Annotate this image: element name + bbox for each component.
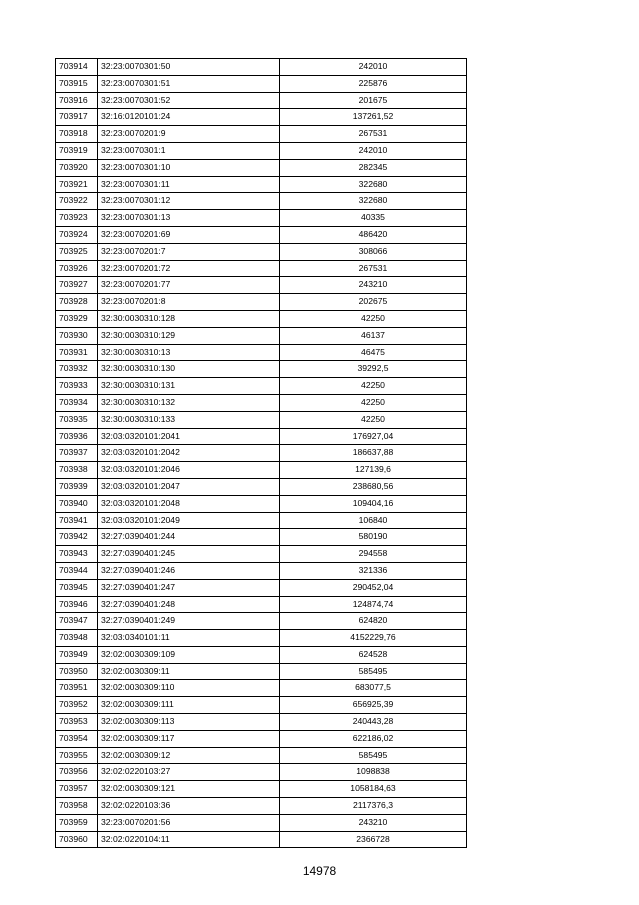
cadastral-number-cell: 32:30:0030310:132 (98, 394, 280, 411)
row-number-cell: 703953 (56, 714, 98, 731)
table-row (56, 529, 467, 546)
table-row (56, 428, 467, 445)
cadastral-number-cell: 32:02:0030309:117 (98, 730, 280, 747)
table-row (56, 361, 467, 378)
cadastral-number-cell: 32:03:0320101:2047 (98, 478, 280, 495)
cadastral-value-cell: 486420 (280, 226, 467, 243)
table-row (56, 75, 467, 92)
table-body (56, 59, 467, 848)
cadastral-value-cell: 202675 (280, 294, 467, 311)
row-number-cell: 703955 (56, 747, 98, 764)
cadastral-number-cell: 32:23:0070301:13 (98, 210, 280, 227)
cadastral-number-cell: 32:02:0220103:27 (98, 764, 280, 781)
row-number-cell: 703918 (56, 126, 98, 143)
table-row (56, 831, 467, 848)
row-number-cell: 703920 (56, 159, 98, 176)
table-row (56, 462, 467, 479)
cadastral-number-cell: 32:30:0030310:13 (98, 344, 280, 361)
table-row (56, 697, 467, 714)
page-number: 14978 (302, 864, 337, 878)
cadastral-number-cell: 32:23:0070201:69 (98, 226, 280, 243)
cadastral-number-cell: 32:30:0030310:130 (98, 361, 280, 378)
cadastral-value-cell: 4152229,76 (280, 630, 467, 647)
table-row (56, 579, 467, 596)
row-number-cell: 703948 (56, 630, 98, 647)
table-row (56, 411, 467, 428)
row-number-cell: 703942 (56, 529, 98, 546)
table-row (56, 109, 467, 126)
table-row (56, 596, 467, 613)
table-row (56, 646, 467, 663)
cadastral-value-cell: 322680 (280, 193, 467, 210)
cadastral-value-cell: 294558 (280, 546, 467, 563)
table-row (56, 680, 467, 697)
table-row (56, 92, 467, 109)
cadastral-value-cell: 225876 (280, 75, 467, 92)
table-row (56, 159, 467, 176)
cadastral-value-cell: 267531 (280, 126, 467, 143)
cadastral-value-cell: 622186,02 (280, 730, 467, 747)
cadastral-number-cell: 32:23:0070301:51 (98, 75, 280, 92)
cadastral-number-cell: 32:23:0070201:9 (98, 126, 280, 143)
table-row (56, 798, 467, 815)
cadastral-value-cell: 42250 (280, 411, 467, 428)
row-number-cell: 703940 (56, 495, 98, 512)
cadastral-number-cell: 32:30:0030310:131 (98, 378, 280, 395)
table-row (56, 764, 467, 781)
cadastral-value-cell: 201675 (280, 92, 467, 109)
cadastral-value-cell: 42250 (280, 310, 467, 327)
row-number-cell: 703956 (56, 764, 98, 781)
table-row (56, 344, 467, 361)
cadastral-value-cell: 308066 (280, 243, 467, 260)
cadastral-number-cell: 32:23:0070301:11 (98, 176, 280, 193)
cadastral-value-cell: 624528 (280, 646, 467, 663)
cadastral-value-cell: 243210 (280, 277, 467, 294)
cadastral-value-cell: 624820 (280, 613, 467, 630)
cadastral-number-cell: 32:30:0030310:129 (98, 327, 280, 344)
cadastral-number-cell: 32:23:0070201:72 (98, 260, 280, 277)
cadastral-value-table (55, 58, 467, 848)
cadastral-value-cell: 321336 (280, 562, 467, 579)
cadastral-number-cell: 32:27:0390401:248 (98, 596, 280, 613)
cadastral-value-cell: 580190 (280, 529, 467, 546)
cadastral-value-cell: 683077,5 (280, 680, 467, 697)
cadastral-value-cell: 46137 (280, 327, 467, 344)
cadastral-value-cell: 585495 (280, 747, 467, 764)
cadastral-value-cell: 243210 (280, 814, 467, 831)
cadastral-value-cell: 267531 (280, 260, 467, 277)
row-number-cell: 703921 (56, 176, 98, 193)
cadastral-value-cell: 46475 (280, 344, 467, 361)
cadastral-number-cell: 32:23:0070201:7 (98, 243, 280, 260)
cadastral-value-cell: 242010 (280, 59, 467, 76)
table-row (56, 260, 467, 277)
table-row (56, 478, 467, 495)
row-number-cell: 703958 (56, 798, 98, 815)
cadastral-number-cell: 32:27:0390401:249 (98, 613, 280, 630)
cadastral-value-cell: 2366728 (280, 831, 467, 848)
row-number-cell: 703914 (56, 59, 98, 76)
cadastral-number-cell: 32:27:0390401:245 (98, 546, 280, 563)
table-row (56, 126, 467, 143)
cadastral-value-cell: 176927,04 (280, 428, 467, 445)
cadastral-number-cell: 32:02:0030309:11 (98, 663, 280, 680)
row-number-cell: 703931 (56, 344, 98, 361)
row-number-cell: 703915 (56, 75, 98, 92)
table-row (56, 394, 467, 411)
row-number-cell: 703937 (56, 445, 98, 462)
cadastral-number-cell: 32:02:0030309:113 (98, 714, 280, 731)
cadastral-value-cell: 40335 (280, 210, 467, 227)
cadastral-number-cell: 32:27:0390401:244 (98, 529, 280, 546)
table-row (56, 562, 467, 579)
row-number-cell: 703946 (56, 596, 98, 613)
table-row (56, 714, 467, 731)
table-row (56, 814, 467, 831)
cadastral-value-cell: 42250 (280, 394, 467, 411)
table-row (56, 294, 467, 311)
row-number-cell: 703960 (56, 831, 98, 848)
table-row (56, 210, 467, 227)
table-row (56, 193, 467, 210)
cadastral-number-cell: 32:23:0070301:12 (98, 193, 280, 210)
cadastral-value-cell: 290452,04 (280, 579, 467, 596)
cadastral-value-cell: 106840 (280, 512, 467, 529)
cadastral-number-cell: 32:02:0220104:11 (98, 831, 280, 848)
table-row (56, 495, 467, 512)
row-number-cell: 703926 (56, 260, 98, 277)
row-number-cell: 703936 (56, 428, 98, 445)
table-row (56, 327, 467, 344)
cadastral-number-cell: 32:03:0320101:2041 (98, 428, 280, 445)
row-number-cell: 703932 (56, 361, 98, 378)
cadastral-value-cell: 2117376,3 (280, 798, 467, 815)
cadastral-number-cell: 32:23:0070301:50 (98, 59, 280, 76)
row-number-cell: 703924 (56, 226, 98, 243)
cadastral-number-cell: 32:23:0070301:1 (98, 142, 280, 159)
row-number-cell: 703959 (56, 814, 98, 831)
row-number-cell: 703929 (56, 310, 98, 327)
table-row (56, 630, 467, 647)
cadastral-number-cell: 32:02:0030309:111 (98, 697, 280, 714)
cadastral-value-cell: 39292,5 (280, 361, 467, 378)
table-row (56, 730, 467, 747)
cadastral-value-cell: 282345 (280, 159, 467, 176)
cadastral-number-cell: 32:23:0070201:77 (98, 277, 280, 294)
table-row (56, 378, 467, 395)
cadastral-number-cell: 32:02:0030309:109 (98, 646, 280, 663)
cadastral-number-cell: 32:23:0070301:10 (98, 159, 280, 176)
cadastral-number-cell: 32:03:0320101:2046 (98, 462, 280, 479)
cadastral-value-cell: 238680,56 (280, 478, 467, 495)
row-number-cell: 703930 (56, 327, 98, 344)
row-number-cell: 703941 (56, 512, 98, 529)
row-number-cell: 703917 (56, 109, 98, 126)
row-number-cell: 703919 (56, 142, 98, 159)
row-number-cell: 703939 (56, 478, 98, 495)
cadastral-number-cell: 32:16:0120101:24 (98, 109, 280, 126)
cadastral-value-cell: 137261,52 (280, 109, 467, 126)
cadastral-value-cell: 1098838 (280, 764, 467, 781)
cadastral-value-cell: 240443,28 (280, 714, 467, 731)
cadastral-number-cell: 32:03:0320101:2049 (98, 512, 280, 529)
cadastral-value-cell: 242010 (280, 142, 467, 159)
cadastral-value-cell: 124874,74 (280, 596, 467, 613)
row-number-cell: 703925 (56, 243, 98, 260)
table-row (56, 277, 467, 294)
row-number-cell: 703950 (56, 663, 98, 680)
cadastral-number-cell: 32:02:0220103:36 (98, 798, 280, 815)
table-row (56, 59, 467, 76)
table-row (56, 445, 467, 462)
row-number-cell: 703949 (56, 646, 98, 663)
table-row (56, 176, 467, 193)
row-number-cell: 703943 (56, 546, 98, 563)
cadastral-number-cell: 32:02:0030309:121 (98, 781, 280, 798)
cadastral-number-cell: 32:27:0390401:247 (98, 579, 280, 596)
table-row (56, 781, 467, 798)
table-row (56, 512, 467, 529)
row-number-cell: 703944 (56, 562, 98, 579)
cadastral-number-cell: 32:30:0030310:128 (98, 310, 280, 327)
cadastral-value-cell: 42250 (280, 378, 467, 395)
table-row (56, 226, 467, 243)
cadastral-value-cell: 1058184,63 (280, 781, 467, 798)
cadastral-number-cell: 32:30:0030310:133 (98, 411, 280, 428)
row-number-cell: 703927 (56, 277, 98, 294)
cadastral-number-cell: 32:03:0340101:11 (98, 630, 280, 647)
row-number-cell: 703954 (56, 730, 98, 747)
row-number-cell: 703928 (56, 294, 98, 311)
cadastral-value-cell: 109404,16 (280, 495, 467, 512)
table-row (56, 310, 467, 327)
cadastral-number-cell: 32:02:0030309:110 (98, 680, 280, 697)
row-number-cell: 703916 (56, 92, 98, 109)
row-number-cell: 703934 (56, 394, 98, 411)
row-number-cell: 703938 (56, 462, 98, 479)
cadastral-value-cell: 656925,39 (280, 697, 467, 714)
row-number-cell: 703945 (56, 579, 98, 596)
row-number-cell: 703951 (56, 680, 98, 697)
cadastral-value-cell: 186637,88 (280, 445, 467, 462)
row-number-cell: 703933 (56, 378, 98, 395)
table-row (56, 613, 467, 630)
cadastral-number-cell: 32:27:0390401:246 (98, 562, 280, 579)
cadastral-number-cell: 32:02:0030309:12 (98, 747, 280, 764)
cadastral-value-cell: 127139,6 (280, 462, 467, 479)
row-number-cell: 703922 (56, 193, 98, 210)
table-row (56, 142, 467, 159)
table-row (56, 243, 467, 260)
row-number-cell: 703947 (56, 613, 98, 630)
cadastral-number-cell: 32:23:0070201:8 (98, 294, 280, 311)
row-number-cell: 703952 (56, 697, 98, 714)
table-row (56, 546, 467, 563)
cadastral-number-cell: 32:23:0070201:56 (98, 814, 280, 831)
cadastral-number-cell: 32:03:0320101:2048 (98, 495, 280, 512)
cadastral-value-cell: 585495 (280, 663, 467, 680)
row-number-cell: 703923 (56, 210, 98, 227)
row-number-cell: 703957 (56, 781, 98, 798)
cadastral-number-cell: 32:23:0070301:52 (98, 92, 280, 109)
table-row (56, 747, 467, 764)
cadastral-value-cell: 322680 (280, 176, 467, 193)
table-row (56, 663, 467, 680)
row-number-cell: 703935 (56, 411, 98, 428)
cadastral-number-cell: 32:03:0320101:2042 (98, 445, 280, 462)
